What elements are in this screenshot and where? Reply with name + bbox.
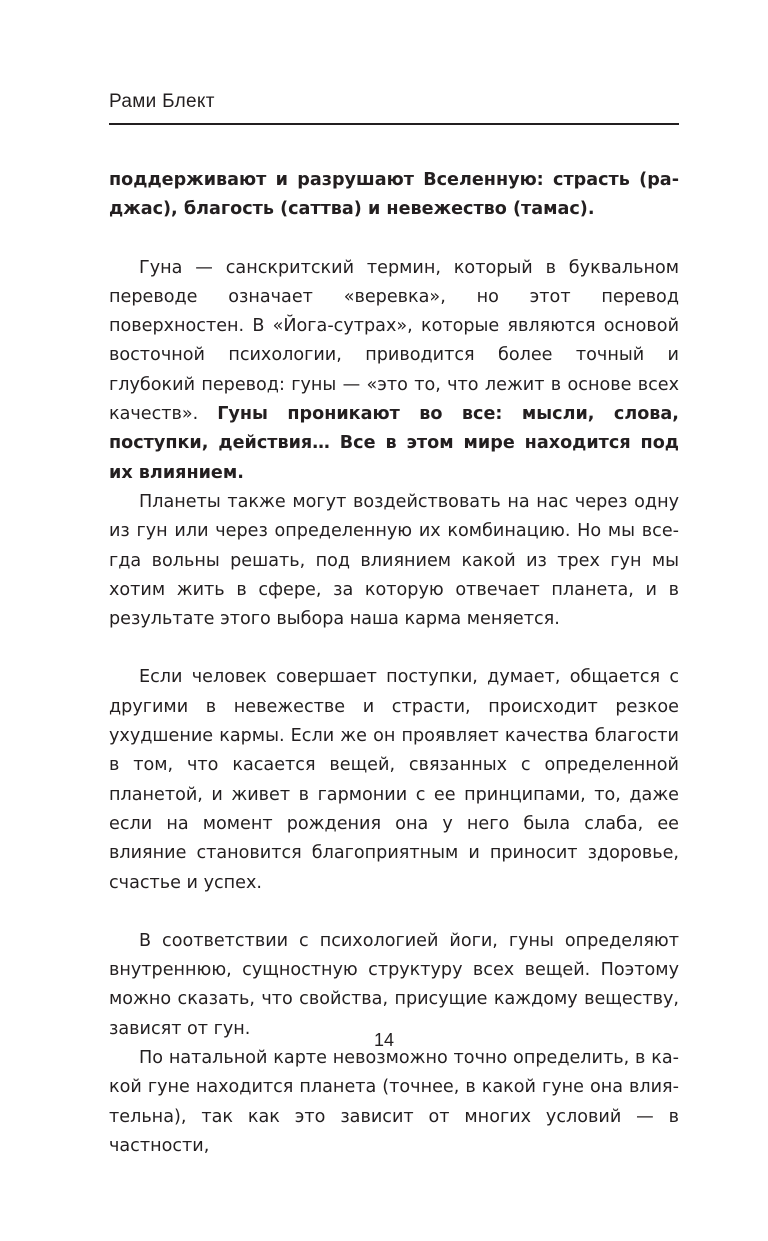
paragraph-guna-definition-text: Гуна — санскритский термин, который в буквальном переводе означает «веревка», но этот перевод поверхностен. В «Йога-сутрах», которые являются основой восточной психологии, приводится более точный и глубокий перевод: гуны — «это то, что лежит в основе всех качеств». xyxy=(109,257,679,425)
page-body xyxy=(109,166,679,1161)
paragraph-planets-influence: Планеты также могут воздействовать на нас через одну из гун или через определенную их комбинацию. Но мы всегда вольны решать, под влиянием какой из трех гун мы хотим жить в сфере, за которую отвечает планета, и в результате этого выбора наша карма меняется. xyxy=(109,491,679,630)
paragraph-yoga-psychology: В соответствии с психологией йоги, гуны определяют внутреннюю, сущностную структуру всех вещей. Поэтому можно сказать, что свойства, присущие каждому веществу, зависят от гун. xyxy=(109,930,679,1039)
paragraph-guna-definition-emphasis: Гуны проникают во все: мысли, слова, поступки, действия… Все в этом мире находится под их влиянием. xyxy=(109,404,679,483)
header-rule xyxy=(109,123,679,125)
paragraph-karma: Если человек совершает поступки, думает, общается с другими в невежестве и страсти, происходит резкое ухудшение кармы. Если же он проявляет качества благости в том, что касается вещей, связанных с определенной планетой, и живет в гармонии с ее принципами, то, даже если на момент рождения она у него была слаба, ее влияние становится благоприятным и приносит здоровье, счастье и успех. xyxy=(109,667,679,893)
running-head-author: Рами Блект xyxy=(109,91,215,112)
page-number: 14 xyxy=(373,1030,395,1050)
paragraph-natal-chart: По натальной карте невозможно точно определить, в какой гуне находится планета (точнее, в какой гуне она влиятельна), так как это зависит от многих условий — в частности, xyxy=(109,1048,679,1156)
paragraph-continued-bold: поддерживают и разрушают Вселенную: страсть (раджас), благость (саттва) и невежество (тамас). xyxy=(109,170,679,220)
paragraph-guna-definition xyxy=(109,254,679,488)
